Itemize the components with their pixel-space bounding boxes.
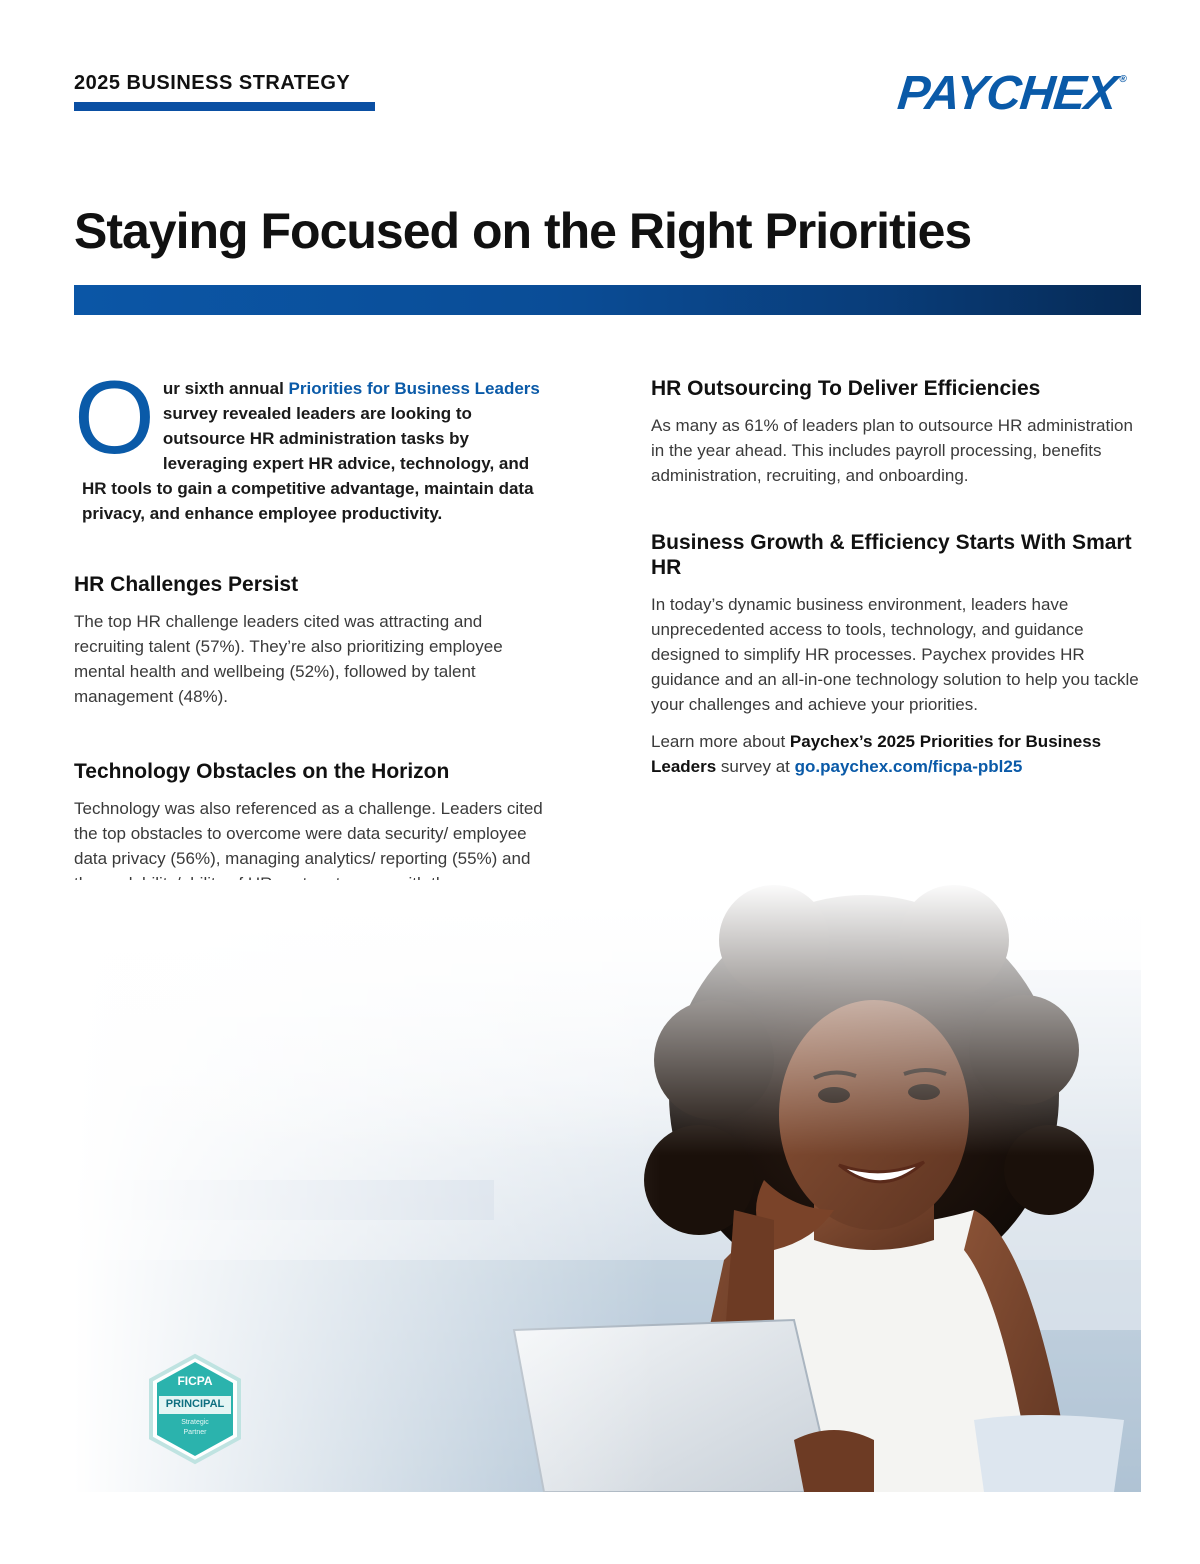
section-body: In today’s dynamic business environment, leaders have unprecedented access to tools, technology, and guidance designed to simplify HR processes. Paychex provides HR guidance and an all-in-one technology solution to help you tackle your challenges and achieve your priorities.	[651, 595, 1139, 714]
section-heading: HR Outsourcing To Deliver Efficiencies	[651, 377, 1041, 400]
document-kicker: 2025 BUSINESS STRATEGY	[74, 72, 351, 94]
section-heading: Technology Obstacles on the Horizon	[74, 760, 450, 783]
section-hr-outsourcing	[651, 376, 1141, 488]
page-title: Staying Focused on the Right Priorities	[74, 203, 972, 259]
learn-more-paragraph	[651, 729, 1141, 779]
badge-org: FICPA	[177, 1374, 213, 1388]
section-heading: Business Growth & Efficiency Starts With Smart HR	[651, 531, 1132, 579]
badge-subtitle-line2: Partner	[183, 1429, 207, 1436]
intro-text-post: survey revealed leaders are looking to outsource HR administration tasks by leveraging expert HR advice, technology, and HR tools to gain a competitive advantage, maintain data privacy, and enhance employee productivity.	[82, 404, 534, 523]
registered-mark: ®	[1118, 74, 1127, 85]
badge-tier: PRINCIPAL	[165, 1398, 225, 1410]
section-business-growth	[651, 530, 1141, 779]
paychex-logo	[895, 66, 1125, 121]
section-body: Technology was also referenced as a challenge. Leaders cited the top obstacles to overcome were data security/ employee data privacy (56%), managing analytics/ reporting (55%) and	[74, 799, 543, 868]
intro-text-pre: ur sixth annual	[162, 379, 289, 398]
right-column	[651, 376, 1141, 779]
learn-more-survey-name: Paychex’s 2025 Priorities for Business Leaders	[651, 732, 1102, 776]
section-heading: HR Challenges Persist	[74, 573, 299, 596]
section-body: The top HR challenge leaders cited was attracting and recruiting talent (57%). They’re also prioritizing employee mental health and wellbeing (52%), followed by talent management (48%).	[74, 612, 503, 706]
intro-paragraph	[74, 360, 544, 526]
badge-subtitle-line1: Strategic	[181, 1419, 209, 1426]
section-body: As many as 61% of leaders plan to outsource HR administration in the year ahead. This includes payroll processing, benefits administration, recruiting, and onboarding.	[651, 416, 1133, 485]
learn-more-pre: Learn more about	[651, 732, 790, 751]
logo-wordmark: PAYCHEX	[895, 67, 1119, 120]
intro-dropcap: O	[74, 360, 155, 476]
survey-url-link[interactable]: go.paychex.com/ficpa-pbl25	[794, 757, 1023, 776]
kicker-underline	[74, 102, 375, 111]
title-gradient-bar	[74, 285, 1141, 315]
section-hr-challenges	[74, 572, 544, 709]
learn-more-mid: survey at	[716, 757, 795, 776]
priorities-survey-link[interactable]: Priorities for Business Leaders	[288, 379, 540, 398]
